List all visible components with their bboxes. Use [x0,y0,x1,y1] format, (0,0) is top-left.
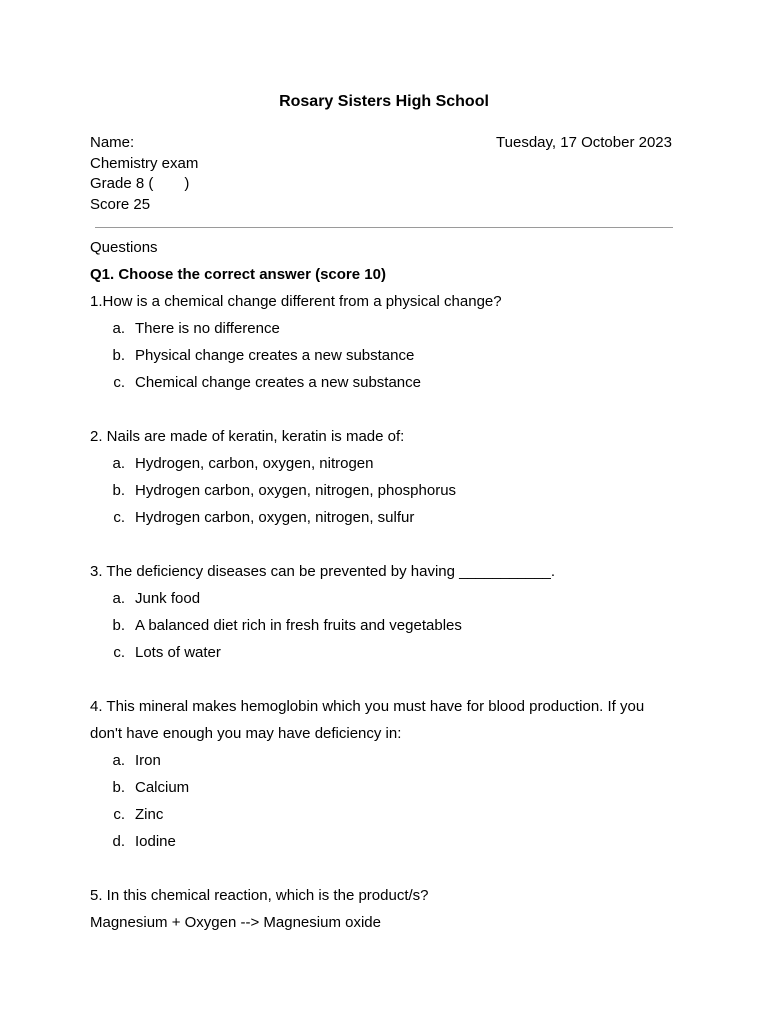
question-text: 1.How is a chemical change different from a physical change? [90,293,502,310]
question-5 [90,882,690,936]
name-date-row [90,133,672,154]
option-text: A balanced diet rich in fresh fruits and vegetables [135,617,462,634]
answer-option [90,477,690,504]
question-text: don't have enough you may have deficiency in: [90,725,402,742]
question-text: 3. The deficiency diseases can be prevented by having ___________. [90,563,556,580]
answer-option [90,450,690,477]
option-text: Hydrogen carbon, oxygen, nitrogen, phosphorus [135,482,457,499]
header-divider [95,227,673,228]
option-text: Junk food [135,590,201,607]
grade-label [90,174,672,195]
option-marker: a. [112,320,125,337]
option-marker: b. [112,617,125,634]
question-spacer [90,531,690,558]
answer-option [90,369,690,396]
question-text: Magnesium + Oxygen --> Magnesium oxide [90,914,381,931]
option-marker: c. [113,644,125,661]
question-text: 2. Nails are made of keratin, keratin is made of: [90,428,405,445]
exam-date: Tuesday, 17 October 2023 [496,134,672,151]
answer-option [90,612,690,639]
answer-option [90,342,690,369]
option-text: Lots of water [135,644,221,661]
question-1 [90,288,690,396]
question-text: 4. This mineral makes hemoglobin which you must have for blood production. If you [90,698,645,715]
answer-option [90,774,690,801]
question-3 [90,558,690,666]
option-text: Hydrogen carbon, oxygen, nitrogen, sulfur [135,509,415,526]
option-marker: b. [112,347,125,364]
option-text: Calcium [135,779,190,796]
option-marker: d. [112,833,125,850]
option-text: Hydrogen, carbon, oxygen, nitrogen [135,455,374,472]
section-heading-q1: Q1. Choose the correct answer (score 10) [90,266,386,283]
answer-option [90,315,690,342]
name-label: Name: [90,134,135,151]
question-text: 5. In this chemical reaction, which is the product/s? [90,887,429,904]
answer-option [90,801,690,828]
school-title: Rosary Sisters High School [279,93,489,110]
questions-heading: Questions [90,239,158,256]
option-text: Iodine [135,833,176,850]
option-text: Chemical change creates a new substance [135,374,421,391]
answer-option [90,828,690,855]
answer-option [90,504,690,531]
question-list [90,288,690,936]
option-text: Zinc [135,806,164,823]
option-marker: a. [112,590,125,607]
option-text: Iron [135,752,161,769]
option-marker: a. [112,752,125,769]
option-marker: b. [112,779,125,796]
option-marker: a. [112,455,125,472]
answer-option [90,639,690,666]
score-label: Score 25 [90,196,151,214]
option-marker: c. [113,509,125,526]
option-marker: c. [113,806,125,823]
question-2 [90,423,690,531]
answer-option [90,747,690,774]
exam-header [90,133,672,216]
questions-section [90,234,690,936]
option-text: Physical change creates a new substance [135,347,415,364]
grade-close: ) [184,175,190,193]
question-spacer [90,855,690,882]
answer-option [90,585,690,612]
subject-label: Chemistry exam [90,154,199,172]
grade-open: Grade 8 ( [90,175,154,193]
question-4 [90,693,690,855]
question-spacer [90,666,690,693]
option-text: There is no difference [135,320,280,337]
question-spacer [90,396,690,423]
option-marker: b. [112,482,125,499]
option-marker: c. [113,374,125,391]
